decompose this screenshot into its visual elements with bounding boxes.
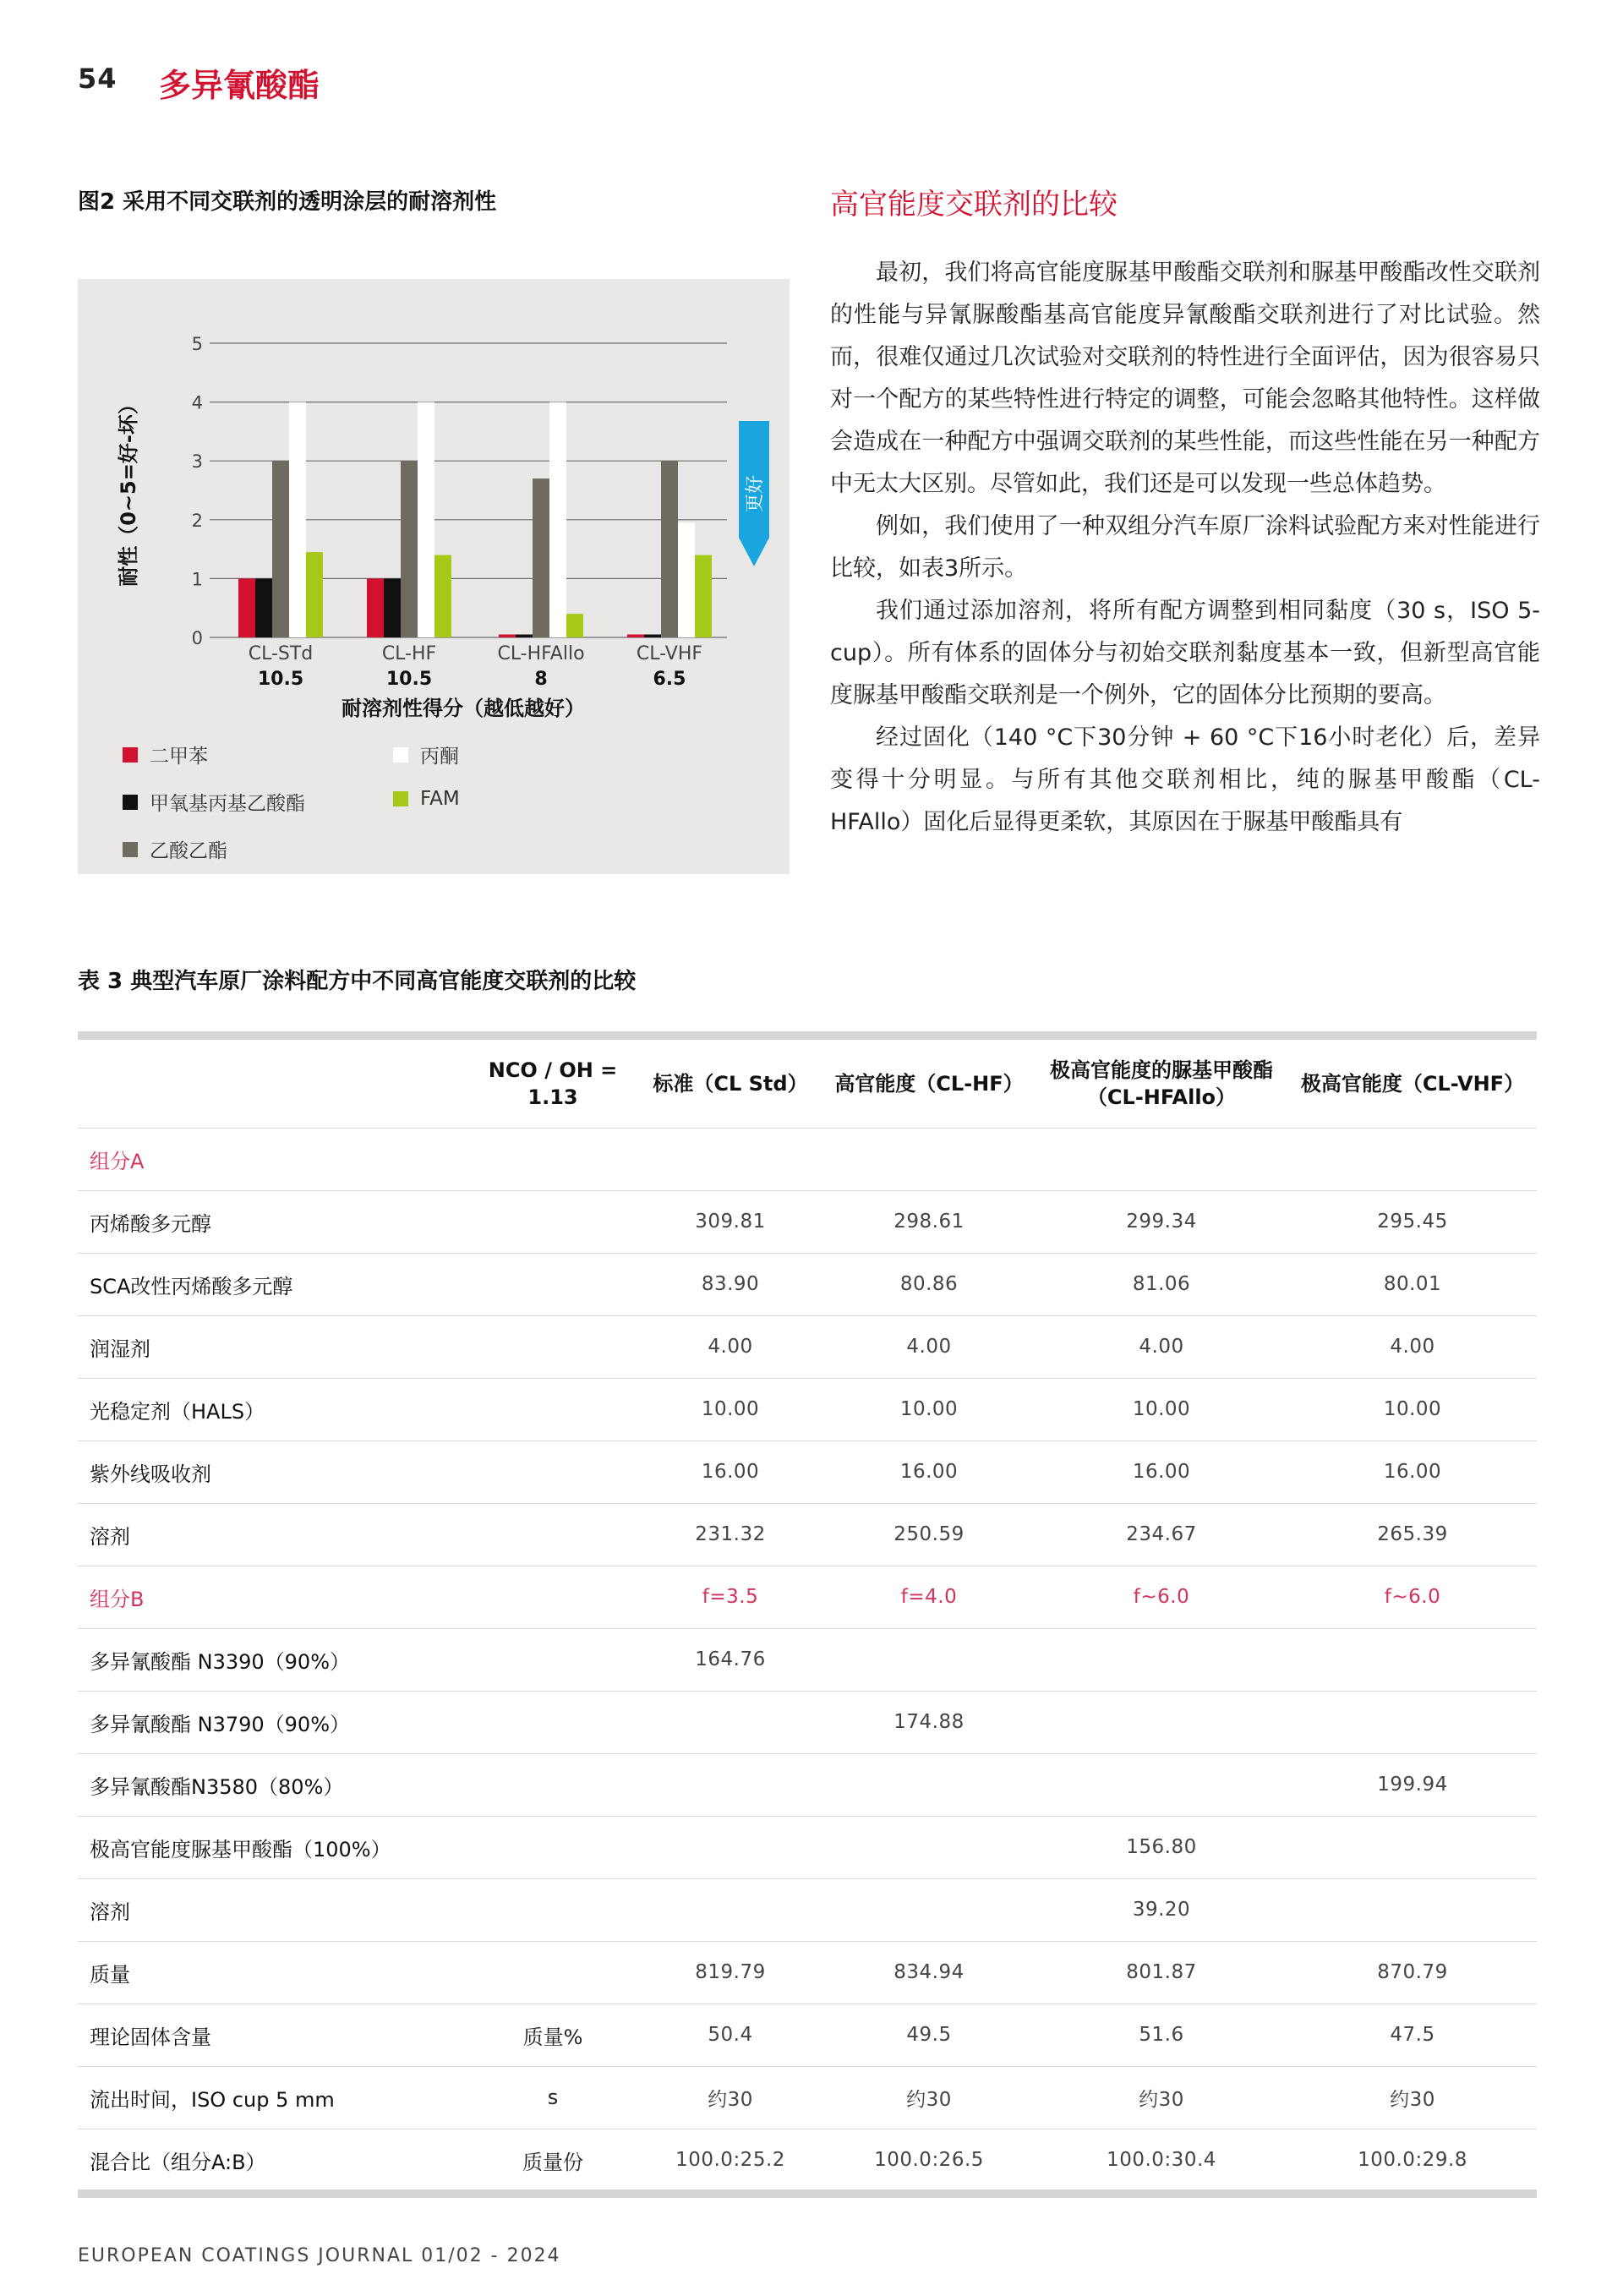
article-paragraph: 我们通过添加溶剂，将所有配方调整到相同黏度（30 s，ISO 5-cup）。所有体系的固体分与初始交联剂黏度基本一致，但新型高官能度脲基甲酸酯交联剂是一个例外，它的固体分比预期的要高。 <box>830 598 1540 708</box>
row-label: 组分A <box>78 1128 468 1190</box>
legend-item <box>123 741 208 768</box>
value-cell: 约30 <box>823 2066 1035 2129</box>
unit-cell <box>468 1753 637 1816</box>
bar-甲氧基丙基乙酸酯 <box>255 578 272 637</box>
value-cell: f~6.0 <box>1288 1566 1537 1628</box>
legend-item <box>393 741 459 768</box>
value-cell: 83.90 <box>637 1253 823 1315</box>
article-paragraph: 经过固化（140 °C下30分钟 + 60 °C下16小时老化）后，差异变得十分明显。与所有其他交联剂相比，纯的脲基甲酸酯（CL-HFAllo）固化后显得更柔软，其原因在于脲基甲酸酯具有 <box>830 724 1540 835</box>
y-tick-label: 3 <box>191 451 203 473</box>
value-cell: 100.0:29.8 <box>1288 2129 1537 2191</box>
better-label: 更好 <box>745 474 766 513</box>
bar-乙酸乙酯 <box>401 461 418 637</box>
value-cell <box>637 1691 823 1753</box>
row-label: 紫外线吸收剂 <box>78 1440 468 1503</box>
bar-乙酸乙酯 <box>533 478 549 637</box>
value-cell: 约30 <box>1035 2066 1288 2129</box>
value-cell: 10.00 <box>1035 1378 1288 1440</box>
x-tick-label: CL-HF <box>381 643 437 664</box>
value-cell <box>1288 1691 1537 1753</box>
unit-cell <box>468 1941 637 2004</box>
value-cell: f~6.0 <box>1035 1566 1288 1628</box>
article-body <box>830 252 1540 844</box>
row-label: SCA改性丙烯酸多元醇 <box>78 1253 468 1315</box>
legend-label: 丙酮 <box>420 746 459 768</box>
bar-丙酮 <box>549 402 566 637</box>
value-cell: 199.94 <box>1288 1753 1537 1816</box>
legend-swatch <box>393 791 408 806</box>
value-cell <box>1288 1878 1537 1941</box>
value-cell: 16.00 <box>823 1440 1035 1503</box>
value-cell <box>823 1128 1035 1190</box>
table-header-cell: NCO / OH = 1.13 <box>468 1040 637 1128</box>
table-header-cell: 极高官能度的脲基甲酸酯（CL-HFAllo） <box>1035 1040 1288 1128</box>
x-axis-label: 耐溶剂性得分（越低越好） <box>342 697 585 720</box>
footer-journal: EUROPEAN COATINGS JOURNAL 01/02 - 2024 <box>78 2245 561 2266</box>
value-cell: 4.00 <box>637 1315 823 1378</box>
value-cell <box>1035 1753 1288 1816</box>
score-label: 8 <box>534 669 548 690</box>
unit-cell <box>468 1378 637 1440</box>
value-cell: 80.86 <box>823 1253 1035 1315</box>
value-cell: 298.61 <box>823 1190 1035 1253</box>
unit-cell <box>468 1691 637 1753</box>
y-axis-label: 耐性（0~5=好-坏） <box>117 394 140 587</box>
legend-label: 甲氧基丙基乙酸酯 <box>150 793 305 815</box>
bar-二甲苯 <box>238 578 255 637</box>
value-cell: 164.76 <box>637 1628 823 1691</box>
value-cell: 50.4 <box>637 2004 823 2066</box>
score-label: 10.5 <box>385 669 433 690</box>
y-tick-label: 0 <box>191 628 203 648</box>
unit-cell: s <box>468 2066 637 2129</box>
value-cell: 39.20 <box>1035 1878 1288 1941</box>
legend-item <box>123 835 227 863</box>
bar-二甲苯 <box>627 635 644 637</box>
value-cell <box>823 1816 1035 1878</box>
row-label: 流出时间，ISO cup 5 mm <box>78 2066 468 2129</box>
bar-FAM <box>306 552 323 637</box>
unit-cell <box>468 1878 637 1941</box>
value-cell: 80.01 <box>1288 1253 1537 1315</box>
x-tick-label: CL-STd <box>248 643 314 664</box>
table-header-cell: 标准（CL Std） <box>637 1040 823 1128</box>
value-cell: 819.79 <box>637 1941 823 2004</box>
bar-丙酮 <box>418 402 434 637</box>
value-cell <box>1288 1128 1537 1190</box>
chart-panel <box>78 279 790 874</box>
chart-legend <box>118 741 778 867</box>
value-cell: 4.00 <box>1035 1315 1288 1378</box>
table-row <box>78 1315 1537 1378</box>
x-tick-label: CL-HFAllo <box>497 643 585 664</box>
row-label: 理论固体含量 <box>78 2004 468 2066</box>
unit-cell <box>468 1816 637 1878</box>
value-cell <box>1288 1628 1537 1691</box>
legend-item <box>123 788 305 816</box>
value-cell <box>637 1128 823 1190</box>
value-cell: 250.59 <box>823 1503 1035 1566</box>
value-cell: 801.87 <box>1035 1941 1288 2004</box>
bar-甲氧基丙基乙酸酯 <box>384 578 401 637</box>
table-group-row <box>78 1128 1537 1190</box>
value-cell <box>823 1753 1035 1816</box>
unit-cell <box>468 1628 637 1691</box>
value-cell: 100.0:25.2 <box>637 2129 823 2191</box>
value-cell: 174.88 <box>823 1691 1035 1753</box>
y-tick-label: 5 <box>191 334 203 354</box>
value-cell: f=4.0 <box>823 1566 1035 1628</box>
unit-cell <box>468 1253 637 1315</box>
bar-FAM <box>566 614 583 637</box>
row-label: 溶剂 <box>78 1878 468 1941</box>
unit-cell <box>468 1566 637 1628</box>
table-group-row <box>78 1566 1537 1628</box>
table-row <box>78 1190 1537 1253</box>
value-cell <box>1035 1691 1288 1753</box>
row-label: 混合比（组分A:B） <box>78 2129 468 2191</box>
unit-cell <box>468 1190 637 1253</box>
score-label: 10.5 <box>257 669 304 690</box>
table-row <box>78 1253 1537 1315</box>
table-row <box>78 1691 1537 1753</box>
table-row <box>78 1628 1537 1691</box>
table-row <box>78 2129 1537 2191</box>
value-cell: 309.81 <box>637 1190 823 1253</box>
row-label: 组分B <box>78 1566 468 1628</box>
bar-丙酮 <box>289 402 306 637</box>
legend-label: FAM <box>420 788 460 810</box>
unit-cell <box>468 1440 637 1503</box>
table-row <box>78 1816 1537 1878</box>
unit-cell: 质量% <box>468 2004 637 2066</box>
value-cell: 10.00 <box>1288 1378 1537 1440</box>
table-row <box>78 1440 1537 1503</box>
legend-swatch <box>123 747 138 763</box>
row-label: 多异氰酸酯 N3390（90%） <box>78 1628 468 1691</box>
table-top-rule <box>78 1031 1537 1040</box>
value-cell: 265.39 <box>1288 1503 1537 1566</box>
unit-cell <box>468 1503 637 1566</box>
y-tick-label: 4 <box>191 392 203 413</box>
row-label: 溶剂 <box>78 1503 468 1566</box>
bar-丙酮 <box>678 522 695 637</box>
row-label: 多异氰酸酯N3580（80%） <box>78 1753 468 1816</box>
bar-FAM <box>695 555 712 637</box>
table-header-cell: 高官能度（CL-HF） <box>823 1040 1035 1128</box>
x-tick-label: CL-VHF <box>636 643 703 664</box>
row-label: 润湿剂 <box>78 1315 468 1378</box>
legend-label: 乙酸乙酯 <box>150 840 227 862</box>
page-number: 54 <box>78 63 117 95</box>
legend-swatch <box>123 795 138 810</box>
table-row <box>78 2004 1537 2066</box>
value-cell: 295.45 <box>1288 1190 1537 1253</box>
row-label: 多异氰酸酯 N3790（90%） <box>78 1691 468 1753</box>
article-paragraph: 例如，我们使用了一种双组分汽车原厂涂料试验配方来对性能进行比较，如表3所示。 <box>830 513 1540 582</box>
table-row <box>78 1878 1537 1941</box>
table-row <box>78 1503 1537 1566</box>
page-title: 多异氰酸酯 <box>159 67 320 104</box>
value-cell <box>637 1816 823 1878</box>
bar-FAM <box>434 555 451 637</box>
value-cell: 10.00 <box>637 1378 823 1440</box>
value-cell: 47.5 <box>1288 2004 1537 2066</box>
value-cell <box>823 1878 1035 1941</box>
value-cell: 100.0:30.4 <box>1035 2129 1288 2191</box>
value-cell <box>637 1878 823 1941</box>
value-cell: 156.80 <box>1035 1816 1288 1878</box>
unit-cell: 质量份 <box>468 2129 637 2191</box>
value-cell: 51.6 <box>1035 2004 1288 2066</box>
value-cell: 231.32 <box>637 1503 823 1566</box>
value-cell <box>637 1753 823 1816</box>
section-heading: 高官能度交联剂的比较 <box>830 188 1118 221</box>
row-label: 极高官能度脲基甲酸酯（100%） <box>78 1816 468 1878</box>
score-label: 6.5 <box>653 669 686 690</box>
value-cell: 81.06 <box>1035 1253 1288 1315</box>
table-row <box>78 1753 1537 1816</box>
value-cell: 16.00 <box>637 1440 823 1503</box>
legend-swatch <box>123 842 138 857</box>
table-header-row <box>78 1040 1537 1128</box>
value-cell: 10.00 <box>823 1378 1035 1440</box>
value-cell: 870.79 <box>1288 1941 1537 2004</box>
figure-caption: 图2 采用不同交联剂的透明涂层的耐溶剂性 <box>78 189 497 215</box>
bar-二甲苯 <box>367 578 384 637</box>
value-cell: 234.67 <box>1035 1503 1288 1566</box>
value-cell: 约30 <box>1288 2066 1537 2129</box>
value-cell: 100.0:26.5 <box>823 2129 1035 2191</box>
table-row <box>78 1941 1537 2004</box>
value-cell: 约30 <box>637 2066 823 2129</box>
value-cell <box>823 1628 1035 1691</box>
table-header-cell: 极高官能度（CL-VHF） <box>1288 1040 1537 1128</box>
table-row <box>78 2066 1537 2129</box>
bar-甲氧基丙基乙酸酯 <box>644 635 661 637</box>
value-cell <box>1035 1628 1288 1691</box>
y-tick-label: 2 <box>191 510 203 531</box>
legend-label: 二甲苯 <box>150 746 208 768</box>
value-cell: 834.94 <box>823 1941 1035 2004</box>
bar-乙酸乙酯 <box>661 461 678 637</box>
value-cell <box>1035 1128 1288 1190</box>
unit-cell <box>468 1128 637 1190</box>
article-paragraph: 最初，我们将高官能度脲基甲酸酯交联剂和脲基甲酸酯改性交联剂的性能与异氰脲酸酯基高官能度异氰酸酯交联剂进行了对比试验。然而，很难仅通过几次试验对交联剂的特性进行全面评估，因为很容易只对一个配方的某些特性进行特定的调整，可能会忽略其他特性。这样做会造成在一种配方中强调交联剂的某些性能，而这些性能在另一种配方中无太大区别。尽管如此，我们还是可以发现一些总体趋势。 <box>830 260 1540 497</box>
table-title: 表 3 典型汽车原厂涂料配方中不同高官能度交联剂的比较 <box>78 969 637 994</box>
value-cell: f=3.5 <box>637 1566 823 1628</box>
value-cell: 4.00 <box>823 1315 1035 1378</box>
bar-甲氧基丙基乙酸酯 <box>516 635 533 637</box>
value-cell: 299.34 <box>1035 1190 1288 1253</box>
bar-二甲苯 <box>499 635 516 637</box>
row-label: 丙烯酸多元醇 <box>78 1190 468 1253</box>
table-bottom-rule <box>78 2189 1537 2198</box>
row-label: 质量 <box>78 1941 468 2004</box>
value-cell: 16.00 <box>1288 1440 1537 1503</box>
value-cell: 49.5 <box>823 2004 1035 2066</box>
table-row <box>78 1378 1537 1440</box>
value-cell <box>1288 1816 1537 1878</box>
legend-swatch <box>393 747 408 763</box>
legend-item <box>393 788 460 810</box>
table-header-cell <box>78 1040 468 1128</box>
value-cell: 4.00 <box>1288 1315 1537 1378</box>
unit-cell <box>468 1315 637 1378</box>
comparison-table <box>78 1040 1537 2192</box>
row-label: 光稳定剂（HALS） <box>78 1378 468 1440</box>
bar-乙酸乙酯 <box>272 461 289 637</box>
y-tick-label: 1 <box>191 569 203 590</box>
value-cell: 16.00 <box>1035 1440 1288 1503</box>
